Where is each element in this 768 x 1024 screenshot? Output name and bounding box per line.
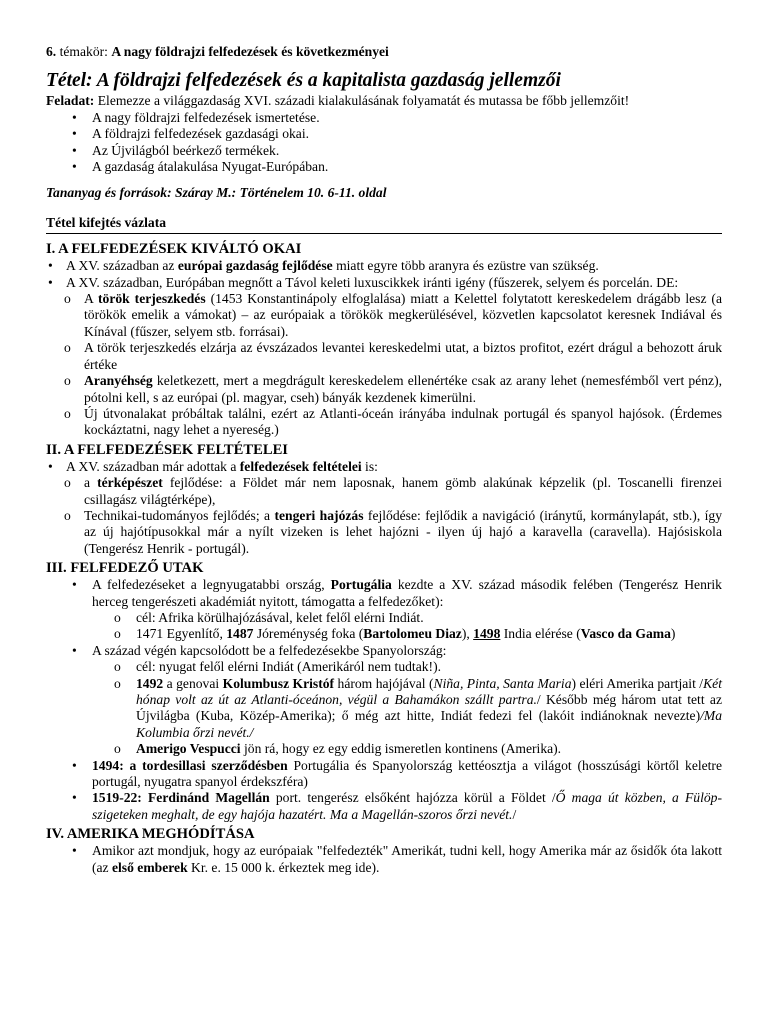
task-bullet-list <box>46 110 722 176</box>
sources-line: Tananyag és források: Száray M.: Történelem 10. 6-11. oldal <box>46 185 387 201</box>
topic-line <box>46 44 722 60</box>
section-heading: III. FELFEDEZŐ UTAK <box>46 560 204 577</box>
bullet-item: • 1494: a tordesillasi szerződésben Portugália és Spanyolország kettéosztja a világot (hosszúsági körtől keletre portugál, nyugatra spanyol érdekszféra) <box>46 758 722 791</box>
task-bullet: • Az Újvilágból beérkező termékek. <box>46 143 722 159</box>
task-bullet: • A nagy földrajzi felfedezések ismertetése. <box>46 110 722 126</box>
task-text: Elemezze a világgazdaság XVI. századi kialakulásának folyamatát és mutassa be főbb jellemzőit! <box>97 93 630 109</box>
outline-rule <box>46 233 722 234</box>
bullet-item: • 1519-22: Ferdinánd Magellán port. tengerész elsőként hajózza körül a Földet /Ő maga út közben, a Fülöp-szigeteken meghalt, de egy hajója hazatért. Ma a Magellán-szoros őrzi nevét./ <box>46 790 722 823</box>
topic-number: 6. <box>46 44 57 59</box>
sub-bullet-item: o 1471 Egyenlítő, 1487 Jóreménység foka (Bartolomeu Diaz), 1498 India elérése (Vasco da Gama) <box>46 626 722 642</box>
sub-bullet-item: o 1492 a genovai Kolumbusz Kristóf három hajójával (Niña, Pinta, Santa Maria) eléri Amerika partjait /Két hónap volt az út az Atlanti-óceánon, végül a Bahamákon szállt partra./ Később még három utat tett az Újvilágba (Kuba, Közép-Amerika); ő még azt hitte, Indiát fedezi fel (lakóit indiánoknak nevezte)/Ma Kolumbia őrzi nevét./ <box>46 676 722 742</box>
outline-heading: Tétel kifejtés vázlata <box>46 214 167 230</box>
section-heading: II. A FELFEDEZÉSEK FELTÉTELEI <box>46 441 288 458</box>
sub-bullet-item: o Új útvonalakat próbáltak találni, ezért az Atlanti-óceán irányába indulnak portugál és spanyol hajósok. (Érdemes kockáztatni, nagy lehet a nyereség.) <box>46 406 722 439</box>
task-bullet: • A gazdaság átalakulása Nyugat-Európában. <box>46 159 722 175</box>
bullet-item: • A század végén kapcsolódott be a felfedezésekbe Spanyolország: <box>46 643 722 659</box>
section-heading: IV. AMERIKA MEGHÓDÍTÁSA <box>46 826 255 843</box>
document-title: Tétel: A földrajzi felfedezések és a kapitalista gazdaság jellemzői <box>46 70 561 92</box>
bullet-item: • A XV. században, Európában megnőtt a Távol keleti luxuscikkek iránti igény (fűszerek, selyem és porcelán. DE: <box>46 275 722 291</box>
bullet-item: • Amikor azt mondjuk, hogy az európaiak "felfedezték" Amerikát, tudni kell, hogy Amerika már az ősidők óta lakott (az első emberek Kr. e. 15 000 k. érkeztek meg ide). <box>46 843 722 876</box>
section-heading: I. A FELFEDEZÉSEK KIVÁLTÓ OKAI <box>46 241 302 258</box>
bullet-item: • A felfedezéseket a legnyugatabbi ország, Portugália kezdte a XV. század második felében (Tengerész Henrik herceg tengerészeti akadémiát nyitott, támogatta a felfedezőket): <box>46 577 722 610</box>
sub-bullet-item: o Technikai-tudományos fejlődés; a tengeri hajózás fejlődése: fejlődik a navigáció (iránytű, kormánylapát, stb.), így az új hajótípusokkal már a nyílt vizeken is lehet hajózni - ilyen új hajó a karavella (caravella). Hajósiskola (Tengerész Henrik - portugál). <box>46 508 722 557</box>
task-bullet: • A földrajzi felfedezések gazdasági okai. <box>46 126 722 142</box>
bullet-item: • A XV. században az európai gazdaság fejlődése miatt egyre több aranyra és ezüstre van szükség. <box>46 258 722 274</box>
sub-bullet-item: o A török terjeszkedés elzárja az évszázados levantei kereskedelmi utat, a biztos profitot, ezért drágul a behozott áruk értéke <box>46 340 722 373</box>
topic-title: A nagy földrajzi felfedezések és következményei <box>111 44 389 59</box>
task-line <box>46 93 722 109</box>
sub-bullet-item: o cél: Afrika körülhajózásával, kelet felől elérni Indiát. <box>46 610 722 626</box>
sub-bullet-item: o A török terjeszkedés (1453 Konstantinápoly elfoglalása) miatt a Kelettel folytatott kereskedelem drágább lesz (a törökök emelik a vámokat) – az európaiak a törökök megkerülésével, közvetlen kapcsolatot keresnek Indiával és Kínával (fűszer, selyem stb. forrásai). <box>46 291 722 340</box>
bullet-item: • A XV. században már adottak a felfedezések feltételei is: <box>46 459 722 475</box>
task-label: Feladat: <box>46 93 95 109</box>
sub-bullet-item: o Amerigo Vespucci jön rá, hogy ez egy eddig ismeretlen kontinens (Amerika). <box>46 741 722 757</box>
sub-bullet-item: o cél: nyugat felől elérni Indiát (Amerikáról nem tudtak!). <box>46 659 722 675</box>
sub-bullet-item: o Aranyéhség keletkezett, mert a megdrágult kereskedelem ellenértéke csak az arany lehet (nemesfémből vert pénz), pótolni kell, s az európai (pl. magyar, cseh) bányák kezdenek kimerülni. <box>46 373 722 406</box>
sub-bullet-item: o a térképészet fejlődése: a Földet már nem laposnak, hanem gömb alakúnak képzelik (pl. Toscanelli firenzei csillagász világtérképe), <box>46 475 722 508</box>
topic-word: témakör: <box>59 44 108 59</box>
